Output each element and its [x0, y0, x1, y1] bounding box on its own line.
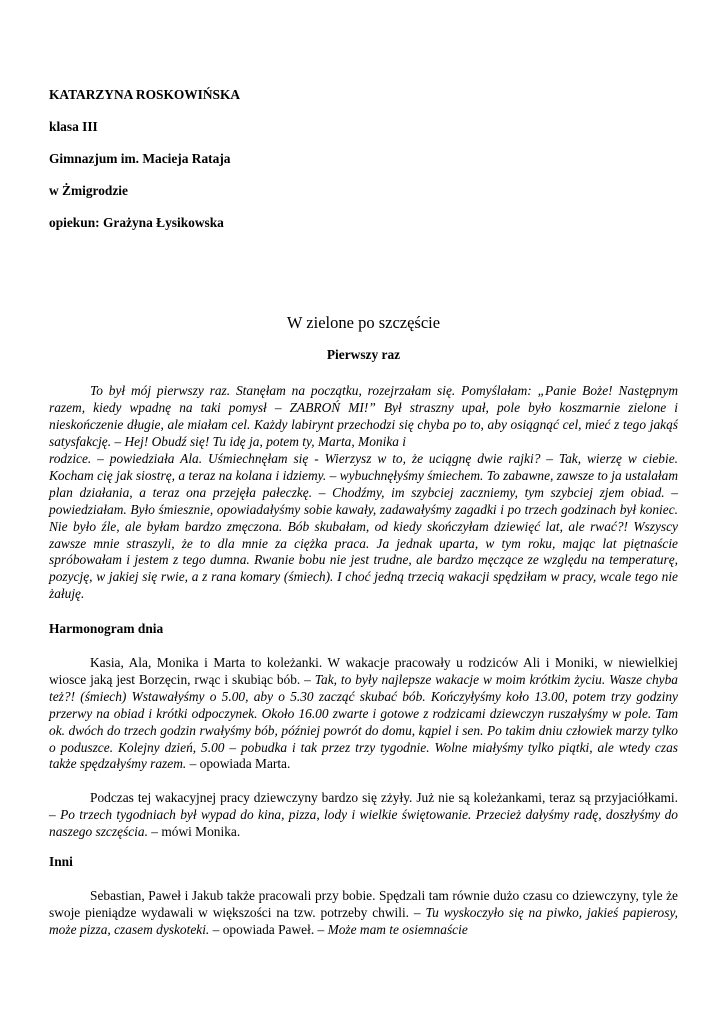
paragraph-schedule-b [49, 790, 678, 841]
schedule-a-end: – opowiada Marta. [186, 756, 291, 772]
others-mid: – opowiada Paweł. – [209, 921, 328, 937]
schedule-b-plain: Podczas tej wakacyjnej pracy dziewczyny bardzo się zżyły. Już nie są koleżankami, teraz są przyjaciółkami. – [49, 790, 678, 822]
paragraph-schedule-a [49, 655, 678, 773]
school-name: Gimnazjum im. Macieja Rataja [49, 151, 231, 166]
schedule-b-quote: Po trzech tygodniach był wypad do kina, pizza, lody i wielkie świętowanie. Przecież dałyśmy radę, doszłyśmy do naszego szczęścia. [49, 806, 678, 839]
schedule-a-quote: Tak, to były najlepsze wakacje w moim krótkim życiu. Wasze chyba też?! (śmiech) Wstawałyśmy o 5.00, aby o 5.30 zacząć skubać bób. Kończyłyśmy koło 13.00, potem trzy godziny przerwy na obiad i krótki odpoczynek. Około 16.00 zwarte i gotowe z rodzicami dziewczyn ruszałyśmy w pole. Tam ok. dwóch do trzech godzin rwałyśmy bób, później powrót do domu, kąpiel i sen. Po takim dniu człowiek marzy tylko o poduszce. Kolejny dzień, 5.00 – pobudka i tak przez trzy tygodnie. Wolne miałyśmy tylko piątki, ale wtedy czas także spędzałyśmy razem. [49, 671, 678, 772]
paragraph-first-time-b-text: rodzice. – powiedziała Ala. Uśmiechnęłam się - Wierzysz w to, że uciągnę dwie rajki? – Tak, wierzę w ciebie. Kocham cię jak siostrę, a teraz na kolana i idziemy. – wybuchnęłyśmy śmiechem. To zabawne, zawsze to ja ustalałam plan działania, a teraz ona przejęła pałeczkę. – Chodźmy, im szybciej zaczniemy, tym szybciej zjem obiad. – powiedziałam. Było śmiesznie, opowiadałyśmy sobie kawały, zadawałyśmy zagadki i po trzech godzinach był koniec. Nie było źle, ale byłam bardzo zmęczona. Bób skubałam, od kiedy skończyłam dziewięć lat, ale rwać?! Wszyscy zawsze mnie straszyli, że to dla mnie za ciężka praca. Ja jednak uparta, w tym roku, mając lat piętnaście spróbowałam i jestem z tego dumna. Rwanie bobu nie jest trudne, ale bardzo męczące ze względu na temperaturę, pozycję, w jakiej się rwie, a z rana komary (śmiech). I choć jedną trzecią wakacji spędziłam w pracy, wcale tego nie żałuję. [49, 451, 678, 602]
paragraph-first-time-a-text: To był mój pierwszy raz. Stanęłam na początku, rozejrzałam się. Pomyślałam: „Panie Boże! Następnym razem, kiedy wpadnę na taki pomysł – ZABROŃ MI!” Był straszny upał, pole było koszmarnie zielone i nieskończenie długie, ale miałam cel. Każdy labirynt przechodzi się chyba po to, aby osiągnąć cel, mieć z tego jakąś satysfakcję. – Hej! Obudź się! Tu idę ja, potem ty, Marta, Monika i [49, 383, 678, 449]
paragraph-first-time-a [49, 383, 678, 451]
others-plain: Sebastian, Paweł i Jakub także pracowali przy bobie. Spędzali tam równie dużo czasu co dziewczyny, tyle że swoje pieniądze wydawali w większości na tzw. potrzeby chwili. – [49, 888, 678, 920]
class-label: klasa III [49, 119, 98, 134]
author-name: KATARZYNA ROSKOWIŃSKA [49, 87, 241, 102]
others-quote: Tu wyskoczyło się na piwko, jakieś papierosy, może pizza, czasem dyskoteki. [49, 904, 679, 937]
paragraph-first-time-b [49, 451, 678, 603]
schedule-b-end: – mówi Monika. [147, 823, 241, 839]
paragraph-others [49, 888, 678, 939]
section-heading-others: Inni [49, 854, 73, 869]
schedule-a-plain: Kasia, Ala, Monika i Marta to koleżanki. W wakacje pracowały u rodziców Ali i Moniki, w niewielkiej wiosce jaką jest Borzęcin, rwąc i skubiąc bób. – [49, 655, 678, 687]
tutor-name: opiekun: Grażyna Łysikowska [49, 215, 224, 230]
section-heading-schedule: Harmonogram dnia [49, 621, 164, 636]
article-title: W zielone po szczęście [286, 313, 441, 332]
town-name: w Żmigrodzie [49, 183, 128, 198]
others-quote-2: Może mam te osiemnaście [327, 921, 468, 937]
section-heading-first-time: Pierwszy raz [326, 347, 401, 362]
